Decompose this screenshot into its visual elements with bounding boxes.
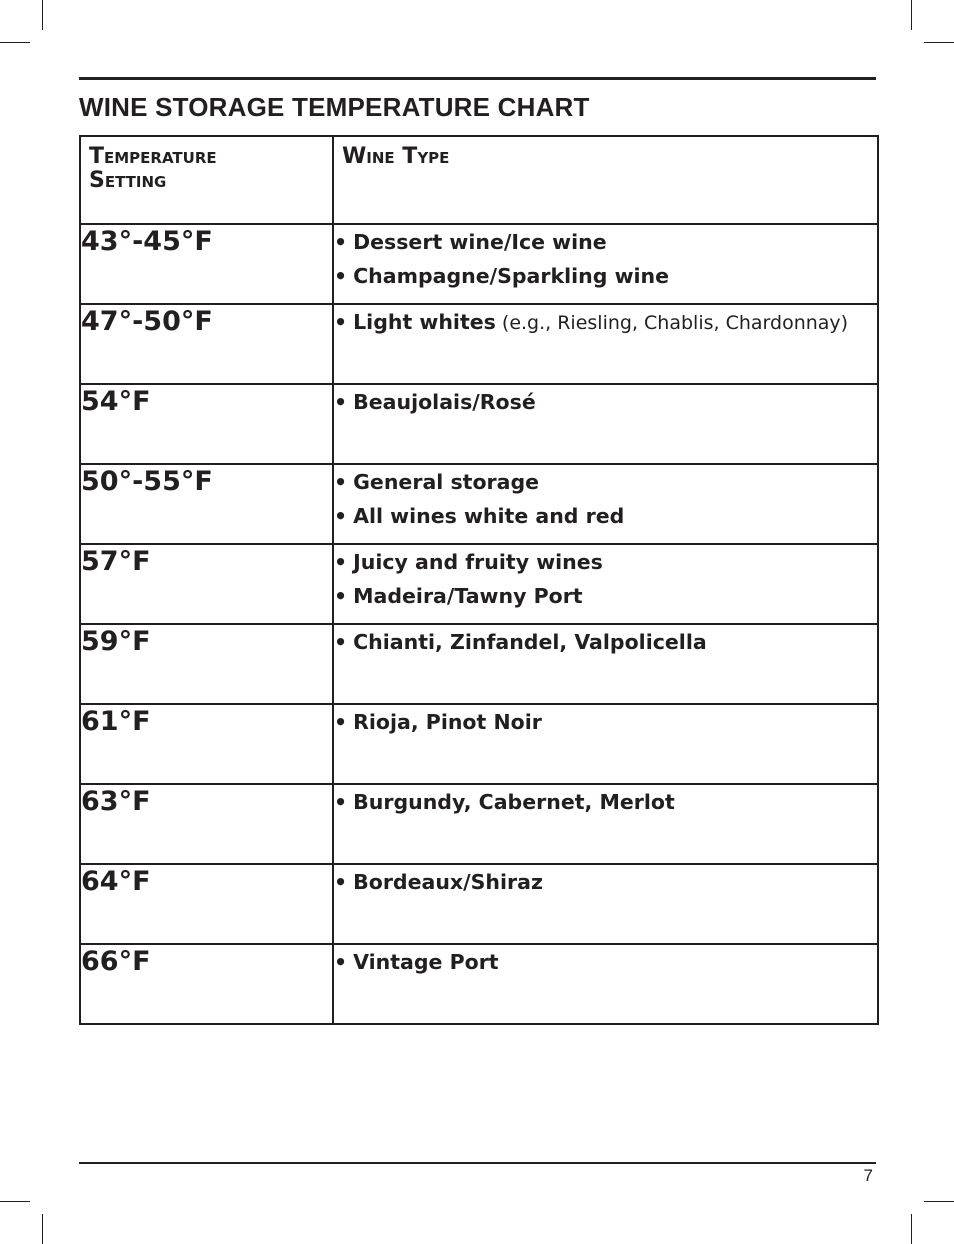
temperature-header-line2: Setting <box>89 168 167 193</box>
list-item <box>334 579 877 613</box>
bullet-icon: • <box>334 504 348 528</box>
crop-mark-top-left-vertical <box>42 0 43 30</box>
bullet-icon: • <box>334 390 348 414</box>
bullet-icon: • <box>334 790 348 814</box>
bullet-icon: • <box>334 230 348 254</box>
bullet-icon: • <box>334 630 348 654</box>
bullet-icon: • <box>334 470 348 494</box>
wine-type-name: Vintage Port <box>353 950 499 974</box>
bullet-icon: • <box>334 584 348 608</box>
list-item <box>334 465 877 499</box>
wine-type-list <box>334 385 877 419</box>
wine-type-list <box>334 625 877 659</box>
wine-type-header <box>333 136 878 224</box>
wine-type-list <box>334 705 877 739</box>
bullet-icon: • <box>334 264 348 288</box>
wine-type-list <box>334 545 877 613</box>
wine-type-cell <box>333 864 878 944</box>
crop-mark-bottom-left-horizontal <box>0 1201 30 1202</box>
wine-type-list <box>334 305 877 340</box>
top-rule <box>79 77 876 80</box>
wine-type-cell <box>333 624 878 704</box>
list-item <box>334 259 877 293</box>
wine-type-cell <box>333 464 878 544</box>
page-title: WINE STORAGE TEMPERATURE CHART <box>79 92 590 122</box>
temperature-setting: 57°F <box>80 544 333 624</box>
list-item <box>334 945 877 979</box>
table-row <box>80 784 878 864</box>
table-row <box>80 304 878 384</box>
temperature-setting: 54°F <box>80 384 333 464</box>
bottom-rule <box>79 1162 876 1164</box>
crop-mark-top-right-horizontal <box>924 42 954 43</box>
temperature-setting: 43°-45°F <box>80 224 333 304</box>
temperature-setting-header <box>80 136 333 224</box>
table-row <box>80 624 878 704</box>
list-item <box>334 625 877 659</box>
wine-type-header-label: Wine Type <box>342 144 450 169</box>
table-header-row <box>80 136 878 224</box>
temperature-chart-table <box>79 135 879 1025</box>
list-item <box>334 785 877 819</box>
temperature-setting: 59°F <box>80 624 333 704</box>
crop-mark-top-left-horizontal <box>0 42 30 43</box>
bullet-icon: • <box>334 550 348 574</box>
wine-type-cell <box>333 224 878 304</box>
crop-mark-bottom-left-vertical <box>42 1214 43 1244</box>
wine-type-list <box>334 945 877 979</box>
wine-type-name: Rioja, Pinot Noir <box>353 710 542 734</box>
page-number: 7 <box>863 1166 873 1185</box>
table-row <box>80 384 878 464</box>
wine-type-name: Dessert wine/Ice wine <box>353 230 607 254</box>
wine-type-name: Chianti, Zinfandel, Valpolicella <box>353 630 707 654</box>
list-item <box>334 545 877 579</box>
list-item <box>334 705 877 739</box>
wine-type-name: Burgundy, Cabernet, Merlot <box>353 790 675 814</box>
list-item <box>334 225 877 259</box>
temperature-setting: 63°F <box>80 784 333 864</box>
wine-type-list <box>334 465 877 533</box>
wine-type-name: Champagne/Sparkling wine <box>353 264 670 288</box>
temperature-setting: 66°F <box>80 944 333 1024</box>
temperature-header-line1: Temperature <box>89 144 217 169</box>
crop-mark-bottom-right-horizontal <box>924 1201 954 1202</box>
temperature-setting: 50°-55°F <box>80 464 333 544</box>
wine-type-name: General storage <box>353 470 540 494</box>
wine-type-cell <box>333 544 878 624</box>
wine-type-name: Juicy and fruity wines <box>353 550 603 574</box>
wine-type-cell <box>333 784 878 864</box>
list-item <box>334 305 877 340</box>
table-row <box>80 704 878 784</box>
list-item <box>334 499 877 533</box>
wine-type-cell <box>333 384 878 464</box>
wine-type-list <box>334 785 877 819</box>
wine-type-cell <box>333 944 878 1024</box>
wine-type-cell <box>333 304 878 384</box>
bullet-icon: • <box>334 310 348 334</box>
table-row <box>80 864 878 944</box>
wine-type-cell <box>333 704 878 784</box>
wine-type-list <box>334 225 877 293</box>
bullet-icon: • <box>334 870 348 894</box>
temperature-setting: 64°F <box>80 864 333 944</box>
list-item <box>334 865 877 899</box>
table-row <box>80 944 878 1024</box>
table-row <box>80 464 878 544</box>
wine-type-note: (e.g., Riesling, Chablis, Chardonnay) <box>495 312 849 334</box>
crop-mark-top-right-vertical <box>911 0 912 30</box>
temperature-setting: 61°F <box>80 704 333 784</box>
wine-type-name: Bordeaux/Shiraz <box>353 870 543 894</box>
table-body <box>80 224 878 1024</box>
wine-type-name: Light whites <box>353 310 496 334</box>
wine-type-name: Madeira/Tawny Port <box>353 584 583 608</box>
wine-type-list <box>334 865 877 899</box>
wine-type-name: Beaujolais/Rosé <box>353 390 536 414</box>
table-row <box>80 544 878 624</box>
bullet-icon: • <box>334 710 348 734</box>
temperature-setting: 47°-50°F <box>80 304 333 384</box>
bullet-icon: • <box>334 950 348 974</box>
crop-mark-bottom-right-vertical <box>911 1214 912 1244</box>
list-item <box>334 385 877 419</box>
wine-type-name: All wines white and red <box>353 504 625 528</box>
table-row <box>80 224 878 304</box>
